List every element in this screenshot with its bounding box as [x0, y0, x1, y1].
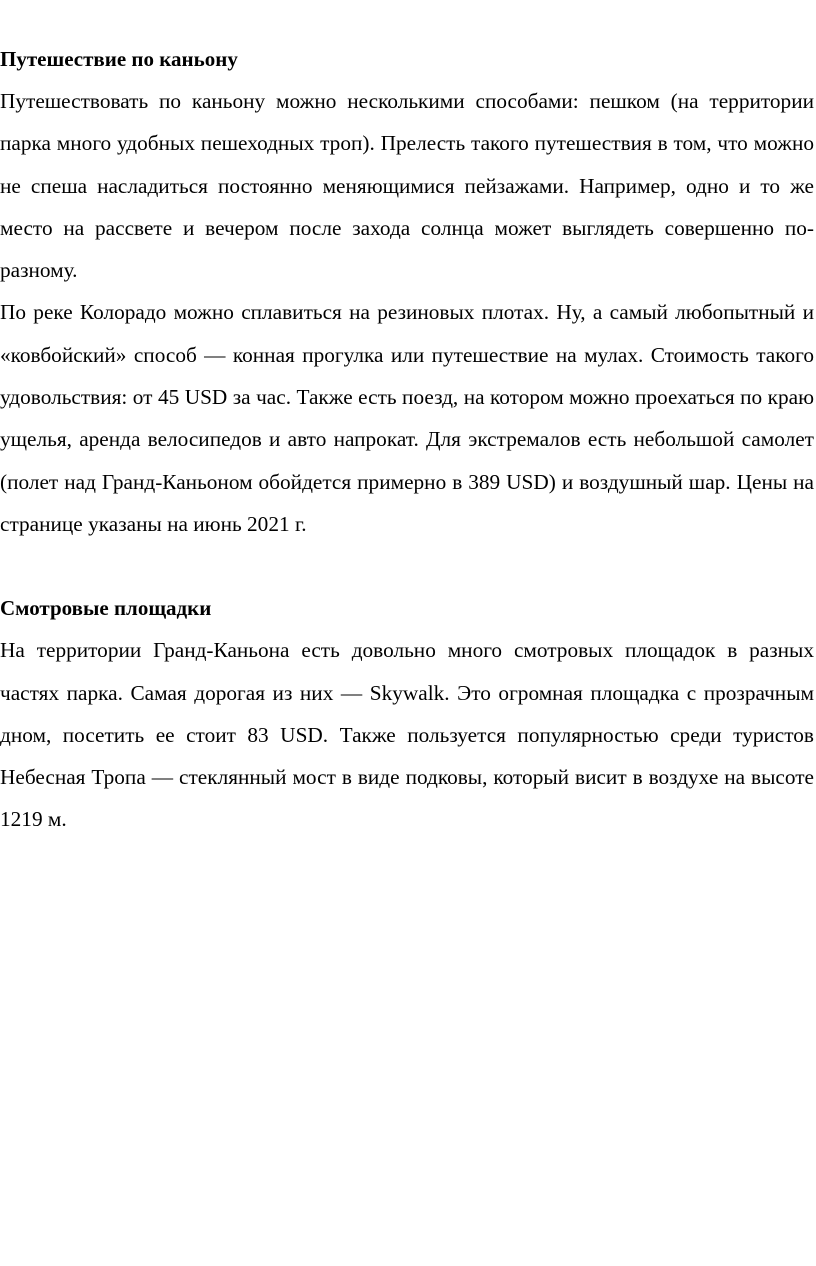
- section-heading: Смотровые площадки: [0, 596, 212, 621]
- paragraph: На территории Гранд-Каньона есть довольно много смотровых площадок в разных частях парка. Самая дорогая из них — Skywalk. Это огромная площадка с прозрачным дном, посетить ее стоит 83 USD. Также пользуется популярностью среди туристов Небесная Тропа — стеклянный мост в виде подковы, который висит в воздухе на высоте 1219 м.: [0, 638, 814, 832]
- section-canyon-travel: [0, 38, 814, 545]
- section-spacer: [0, 545, 814, 587]
- document-page: [0, 38, 814, 841]
- section-viewpoints: [0, 587, 814, 840]
- paragraph: Путешествовать по каньону можно несколькими способами: пешком (на территории парка много удобных пешеходных троп). Прелесть такого путешествия в том, что можно не спеша насладиться постоянно меняющимися пейзажами. Например, одно и то же место на рассвете и вечером после захода солнца может выглядеть совершенно по-разному.: [0, 89, 814, 283]
- paragraph: По реке Колорадо можно сплавиться на резиновых плотах. Ну, а самый любопытный и «ковбойский» способ — конная прогулка или путешествие на мулах. Стоимость такого удовольствия: от 45 USD за час. Также есть поезд, на котором можно проехаться по краю ущелья, аренда велосипедов и авто напрокат. Для экстремалов есть небольшой самолет (полет над Гранд-Каньоном обойдется примерно в 389 USD) и воздушный шар. Цены на странице указаны на июнь 2021 г.: [0, 300, 814, 536]
- section-heading: Путешествие по каньону: [0, 47, 238, 71]
